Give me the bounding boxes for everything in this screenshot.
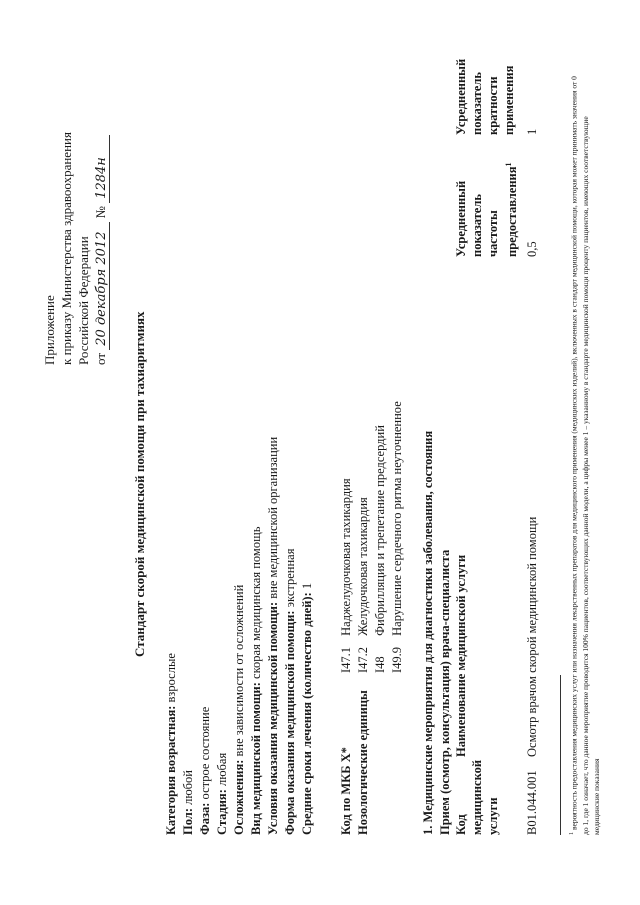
appendix-line-3: Российской Федерации bbox=[76, 236, 91, 365]
col-header-name: Наименование медицинской услуги bbox=[454, 554, 468, 757]
footnote-text: вероятность предоставления медицинских услуг или назначения лекарственных препаратов для медицинского применения (медицинских изделий), включенных в стандарт медицинской помощи, которая может принимать значения от 0 до 1, где 1 означает, что данное мероприятие проводится 100% пациентов, соответствующих данной модели, а цифры менее 1 – указанному в стандарте медицинской помощи проценту пациентов, имеющих соответствующие медицинские показания bbox=[569, 76, 601, 835]
icd-row: I47.1 Наджелудочковая тахикардия bbox=[339, 478, 353, 673]
param-care-conditions: Условия оказания медицинской помощи: вне медицинской организации bbox=[266, 436, 280, 835]
row-code: B01.044.001 bbox=[525, 770, 539, 835]
icd-row: I47.2 Желудочковая тахикардия bbox=[356, 497, 370, 673]
col-header-multiplicity: Усредненный показатель кратности применения bbox=[454, 58, 516, 135]
appendix-date-line bbox=[93, 135, 110, 365]
page-title: Стандарт скорой медицинской помощи при тахиаритмиях bbox=[132, 311, 147, 657]
col-header-frequency: Усредненный показатель частоты предоставления$^1$ bbox=[454, 162, 520, 257]
param-sex: Пол: любой bbox=[181, 770, 195, 835]
icd-codes bbox=[338, 401, 406, 673]
date-value: 20 декабря 2012 bbox=[94, 222, 110, 350]
icd-row: I48 Фибрилляция и трепетание предсердий bbox=[373, 425, 387, 673]
param-stage: Стадия: любая bbox=[215, 752, 229, 835]
appendix-line-2: к приказу Министерства здравоохранения bbox=[59, 132, 74, 365]
param-age: Категория возрастная: взрослые bbox=[164, 653, 178, 835]
param-care-type: Вид медицинской помощи: скорая медицинская помощь bbox=[249, 526, 263, 835]
number-value: 1284н bbox=[94, 135, 110, 203]
params-list bbox=[163, 437, 316, 835]
footnote bbox=[566, 75, 602, 835]
footnote-marker: 1 bbox=[568, 831, 575, 835]
icd-code-label: Код по МКБ X* bbox=[339, 747, 353, 835]
footnote-divider bbox=[560, 675, 561, 835]
footnote-ref: 1 bbox=[504, 162, 513, 167]
appendix-line-1: Приложение bbox=[42, 295, 57, 365]
section-subheading: Прием (осмотр, консультация) врача-специалиста bbox=[438, 549, 452, 835]
col-header-code: Код медицинской услуги bbox=[454, 759, 500, 835]
param-complications: Осложнения: вне зависимости от осложнений bbox=[232, 584, 246, 835]
row-multiplicity: 1 bbox=[525, 128, 539, 135]
section-heading: 1. Медицинские мероприятия для диагностики заболевания, состояния bbox=[421, 430, 435, 835]
param-duration: Средние сроки лечения (количество дней): 1 bbox=[300, 582, 314, 835]
row-frequency: 0,5 bbox=[525, 241, 539, 257]
param-care-form: Форма оказания медицинской помощи: экстренная bbox=[283, 548, 297, 835]
number-label: № bbox=[93, 206, 108, 219]
icd-nosology-label: Нозологические единицы bbox=[356, 690, 370, 835]
icd-row: I49.9 Нарушение сердечного ритма неуточненное bbox=[390, 401, 404, 673]
date-prefix: от bbox=[93, 352, 108, 365]
row-name: Осмотр врачом скорой медицинской помощи bbox=[525, 516, 539, 757]
param-phase: Фаза: острое состояние bbox=[198, 706, 212, 835]
